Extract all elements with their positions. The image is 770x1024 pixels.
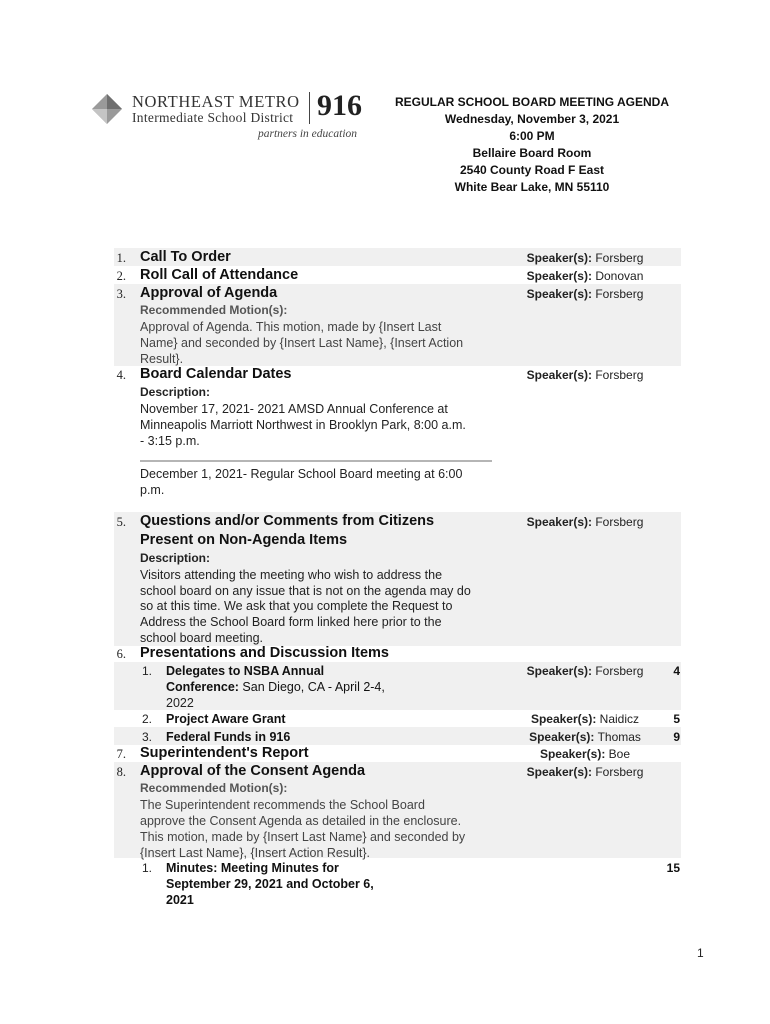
description-line: Address the School Board form linked here prior to the: [140, 615, 442, 629]
logo-district-number: 916: [317, 89, 362, 122]
item-title[interactable]: Roll Call of Attendance: [140, 267, 299, 283]
agenda-title: REGULAR SCHOOL BOARD MEETING AGENDA: [394, 95, 669, 109]
item-title[interactable]: Approval of Agenda: [140, 285, 278, 301]
motion-text-line: Result}.: [140, 352, 184, 366]
description-line: Visitors attending the meeting who wish to address the: [140, 568, 443, 582]
subitem-page[interactable]: 5: [673, 712, 680, 726]
item-number: 5.: [116, 515, 126, 529]
description-line: - 3:15 p.m.: [140, 434, 200, 448]
description-label: Description:: [140, 551, 211, 565]
item-speaker: Speaker(s): Forsberg: [526, 515, 644, 529]
meeting-street: 2540 County Road F East: [459, 163, 605, 177]
logo-divider: [309, 92, 310, 124]
description-line: p.m.: [140, 483, 165, 497]
subitem-title[interactable]: Delegates to NSBA Annual: [166, 664, 325, 678]
subitem-speaker: Speaker(s): Thomas: [529, 730, 641, 744]
description-line: November 17, 2021- 2021 AMSD Annual Conference at: [140, 402, 448, 416]
subitem-page[interactable]: 15: [666, 861, 680, 875]
item-title[interactable]: Call To Order: [140, 249, 231, 265]
subitem-page[interactable]: 9: [673, 730, 680, 744]
logo-tagline: partners in education: [258, 128, 358, 140]
item-number: 4.: [116, 368, 126, 382]
subitem-title[interactable]: Project Aware Grant: [166, 712, 286, 726]
subitem-title[interactable]: September 29, 2021 and October 6,: [166, 877, 374, 891]
item-number: 7.: [116, 747, 126, 761]
subitem-title[interactable]: 2021: [166, 893, 194, 907]
item-title[interactable]: Questions and/or Comments from Citizens: [140, 513, 435, 529]
description-line: so at this time. We ask that you complete the Request to: [140, 599, 453, 613]
logo-org-name: NORTHEAST METRO: [132, 92, 300, 111]
subitem-number: 1.: [141, 861, 152, 875]
item-number: 6.: [116, 647, 126, 661]
motion-text-line: The Superintendent recommends the School Board: [140, 798, 425, 812]
subitem-page[interactable]: 4: [673, 664, 680, 678]
item-title[interactable]: Approval of the Consent Agenda: [140, 763, 366, 779]
item-speaker: Speaker(s): Forsberg: [526, 368, 644, 382]
subitem-number: 2.: [141, 712, 152, 726]
motion-label: Recommended Motion(s):: [140, 303, 288, 317]
motion-text-line: This motion, made by {Insert Last Name} and seconded by: [140, 830, 466, 844]
logo-org-subname: Intermediate School District: [132, 110, 294, 125]
description-label: Description:: [140, 385, 211, 399]
item-speaker: Speaker(s): Boe: [539, 747, 631, 761]
subitem-speaker: Speaker(s): Naidicz: [530, 712, 640, 726]
item-number: 1.: [116, 251, 126, 265]
motion-text-line: Approval of Agenda. This motion, made by {Insert Last: [140, 320, 442, 334]
item-title[interactable]: Presentations and Discussion Items: [140, 645, 389, 661]
item-speaker: Speaker(s): Forsberg: [526, 251, 644, 265]
subitem-number: 1.: [141, 664, 152, 678]
district-logo-diamond-icon: [92, 94, 122, 124]
page-number: 1: [697, 946, 704, 960]
meeting-city: White Bear Lake, MN 55110: [454, 180, 610, 194]
item-number: 2.: [116, 269, 126, 283]
item-number: 3.: [116, 287, 126, 301]
item-speaker: Speaker(s): Forsberg: [526, 287, 644, 301]
item-title[interactable]: Superintendent's Report: [140, 745, 309, 761]
motion-label: Recommended Motion(s):: [140, 781, 288, 795]
motion-text-line: approve the Consent Agenda as detailed in the enclosure.: [140, 814, 462, 828]
item-speaker: Speaker(s): Forsberg: [526, 765, 644, 779]
subitem-title[interactable]: Conference: San Diego, CA - April 2-4,: [166, 680, 385, 694]
description-line: December 1, 2021- Regular School Board meeting at 6:00: [140, 467, 463, 481]
subitem-title[interactable]: Federal Funds in 916: [166, 730, 291, 744]
item-title[interactable]: Present on Non-Agenda Items: [140, 532, 348, 548]
motion-text-line: {Insert Last Name}, {Insert Action Result}.: [140, 846, 370, 860]
description-divider: [140, 460, 492, 462]
subitem-detail: 2022: [166, 696, 194, 710]
meeting-time: 6:00 PM: [509, 129, 555, 143]
item-number: 8.: [116, 765, 126, 779]
subitem-speaker: Speaker(s): Forsberg: [526, 664, 644, 678]
subitem-title[interactable]: Minutes: Meeting Minutes for: [166, 861, 339, 875]
meeting-date: Wednesday, November 3, 2021: [444, 112, 620, 126]
meeting-room: Bellaire Board Room: [472, 146, 592, 160]
subitem-number: 3.: [141, 730, 152, 744]
item-speaker: Speaker(s): Donovan: [526, 269, 644, 283]
description-line: school board meeting.: [140, 631, 263, 645]
description-line: Minneapolis Marriott Northwest in Brooklyn Park, 8:00 a.m.: [140, 418, 466, 432]
item-title[interactable]: Board Calendar Dates: [140, 366, 292, 382]
description-line: school board on any issue that is not on the agenda may do: [140, 584, 471, 598]
motion-text-line: Name} and seconded by {Insert Last Name}, {Insert Action: [140, 336, 464, 350]
